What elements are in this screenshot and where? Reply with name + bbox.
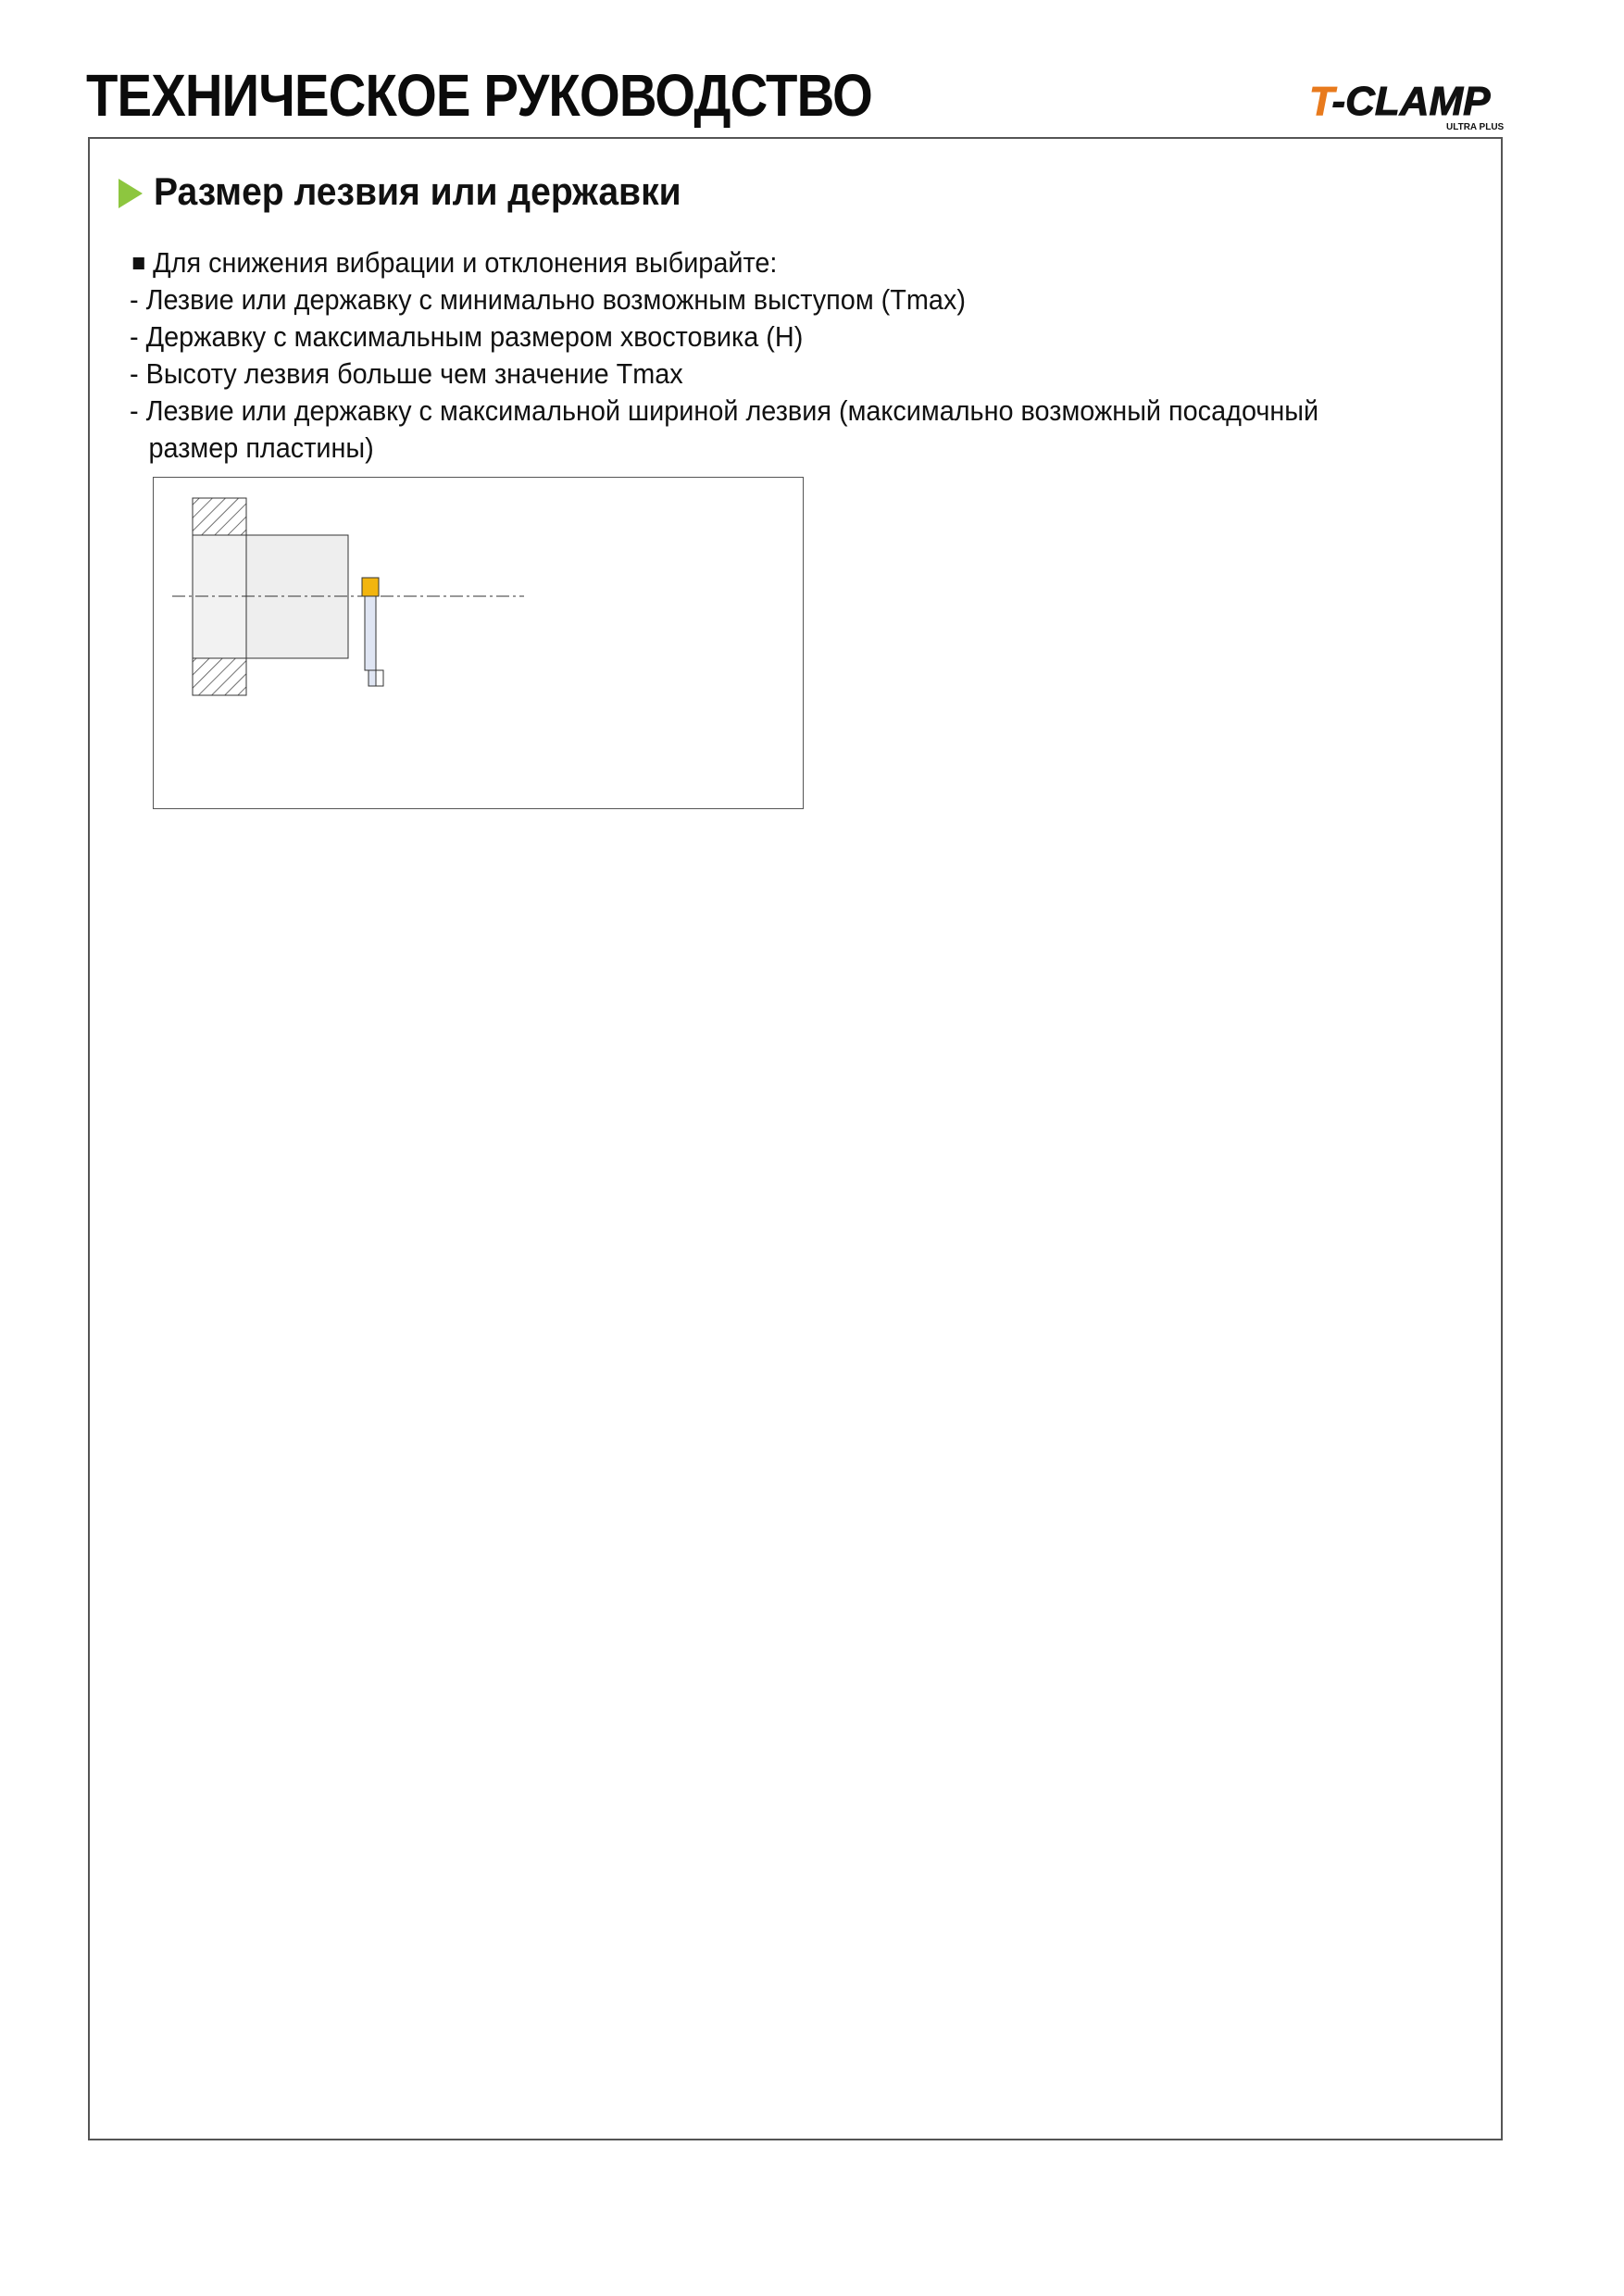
section-1-text xyxy=(130,244,1318,467)
figure-blade-overhang xyxy=(153,477,804,809)
section-marker-icon xyxy=(119,179,143,208)
page-title: ТЕХНИЧЕСКОЕ РУКОВОДСТВО xyxy=(86,62,872,129)
logo-subtext: ULTRA PLUS xyxy=(1446,122,1505,131)
section-heading-blade-size: Размер лезвия или державки xyxy=(154,169,681,213)
t-clamp-logo xyxy=(1307,76,1513,131)
svg-text:T-CLAMP: T-CLAMP xyxy=(1309,79,1491,124)
lead-text: Для снижения вибрации и отклонения выбирайте: xyxy=(153,246,778,279)
list-item: размер пластины) xyxy=(148,431,374,464)
list-item: - Державку с максимальным размером хвостовика (H) xyxy=(130,320,804,353)
square-bullet-icon xyxy=(133,257,144,269)
list-item: - Лезвие или державку с максимальной шириной лезвия (максимально возможный посадочный xyxy=(130,394,1319,427)
list-item: - Высоту лезвия больше чем значение Tmax xyxy=(130,357,683,390)
list-item: - Лезвие или державку с минимально возможным выступом (Tmax) xyxy=(130,283,966,316)
